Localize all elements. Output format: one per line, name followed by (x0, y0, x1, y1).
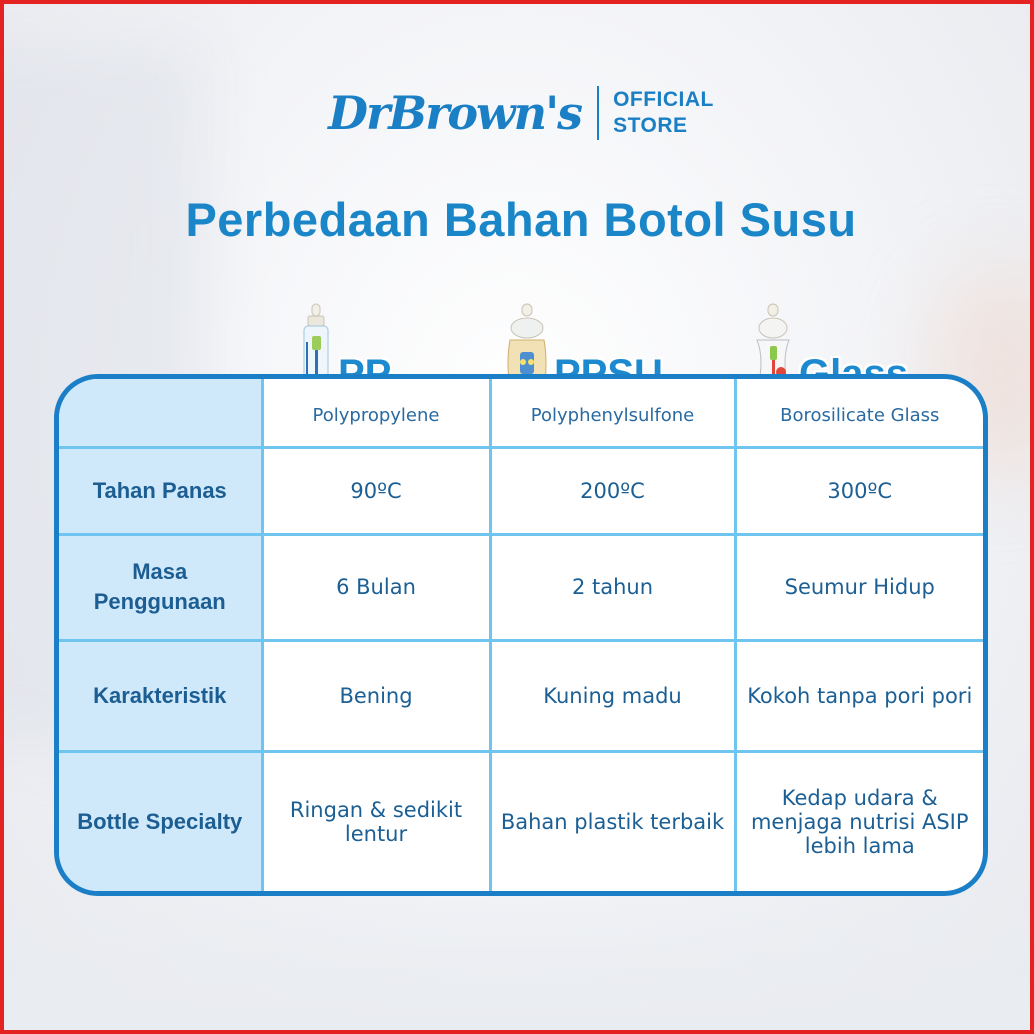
store-label (613, 87, 714, 139)
row-label: Masa Penggunaan (59, 534, 262, 640)
table-cell: Bening (262, 640, 490, 751)
table-cell: 6 Bulan (262, 534, 490, 640)
fullname-glass: Borosilicate Glass (735, 379, 983, 447)
table-cell: 200ºC (490, 447, 735, 534)
table-cell: Kedap udara & menjaga nutrisi ASIP lebih lama (735, 751, 983, 891)
fullname-ppsu: Polyphenylsulfone (490, 379, 735, 447)
store-label-line1: OFFICIAL (613, 88, 714, 111)
table-cell: Bahan plastik terbaik (490, 751, 735, 891)
table-row (59, 640, 983, 751)
row-label: Bottle Specialty (59, 751, 262, 891)
table-cell: Kokoh tanpa pori pori (735, 640, 983, 751)
row-label: Karakteristik (59, 640, 262, 751)
table-row (59, 751, 983, 891)
table-cell: Seumur Hidup (735, 534, 983, 640)
page-title: Perbedaan Bahan Botol Susu (185, 193, 857, 246)
store-label-line2: STORE (613, 114, 688, 137)
table-row (59, 447, 983, 534)
table-header-row (59, 379, 983, 447)
comparison-table (54, 374, 988, 896)
table-cell: 300ºC (735, 447, 983, 534)
table-cell: Ringan & sedikit lentur (262, 751, 490, 891)
logo-divider (597, 86, 599, 140)
table-cell: Kuning madu (490, 640, 735, 751)
table-cell: 2 tahun (490, 534, 735, 640)
fullname-pp: Polypropylene (262, 379, 490, 447)
row-label: Tahan Panas (59, 447, 262, 534)
header-corner-cell (59, 379, 262, 447)
brand-logo: DrBrown's (328, 86, 582, 140)
brand-header (4, 86, 1034, 140)
table-row (59, 534, 983, 640)
table-cell: 90ºC (262, 447, 490, 534)
